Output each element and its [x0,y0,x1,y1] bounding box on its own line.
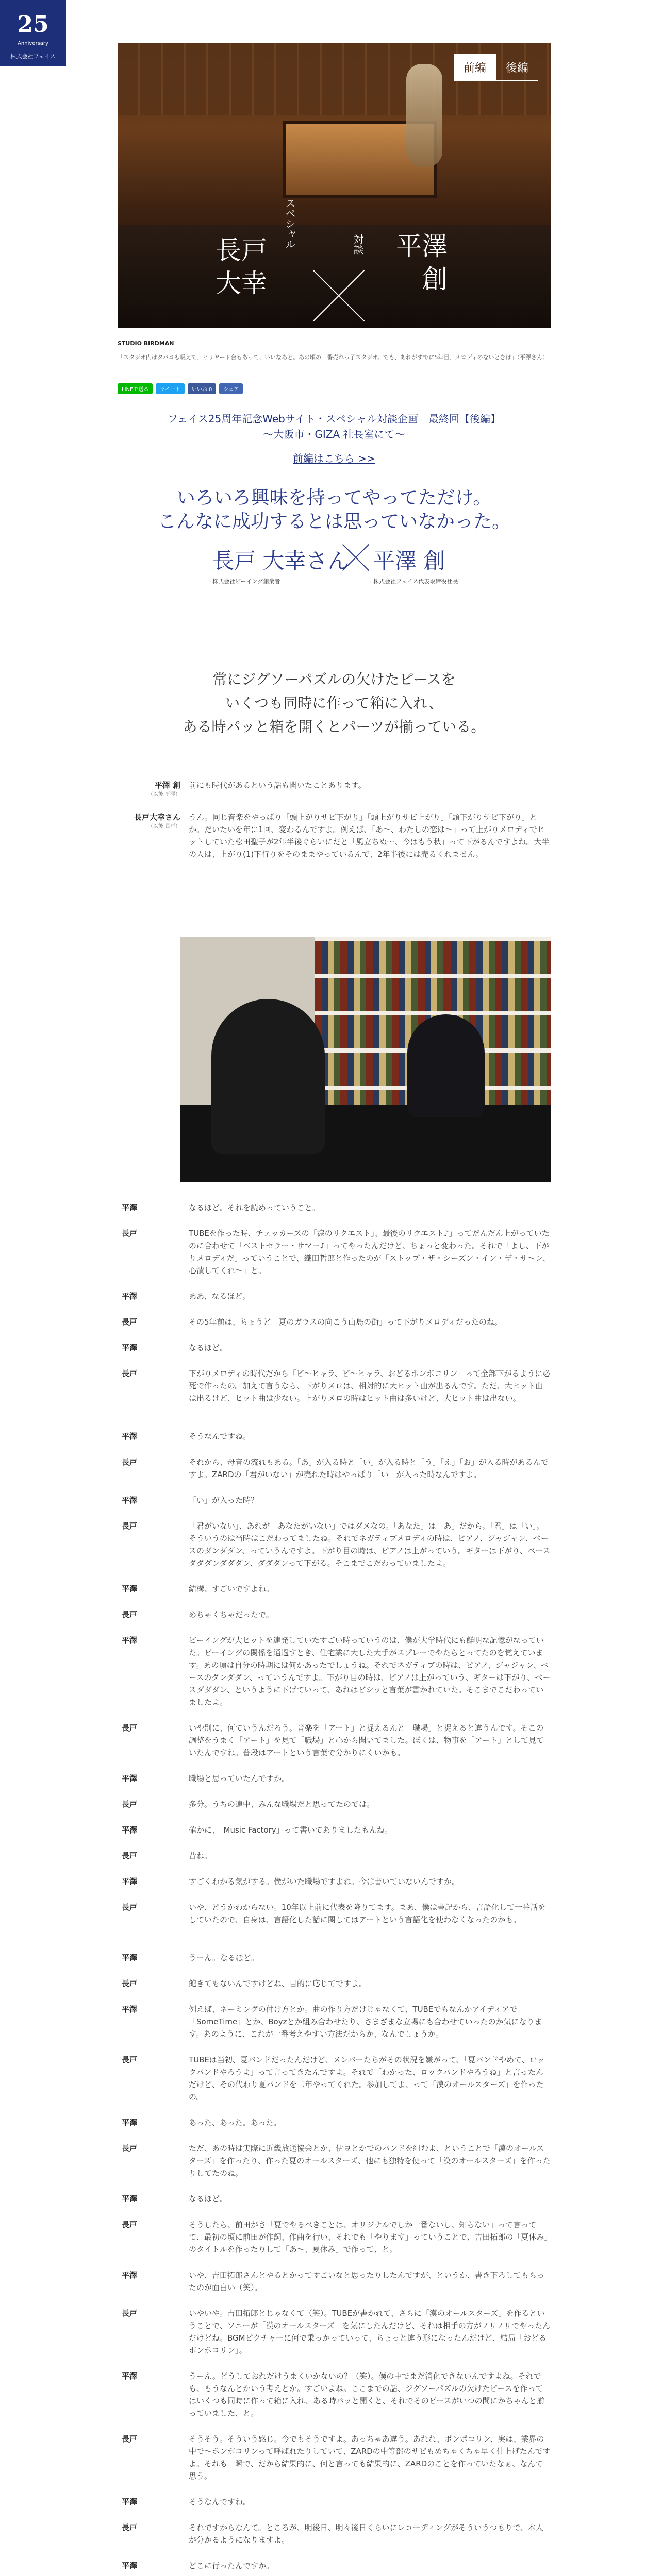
dialogue-text: いやいや。吉田拓郎とじゃなくて（笑）。TUBEが書かれて、さらに「漠のオールスターズ」を作るということで、ソニーが「漠のオールスターズ」を気にしたんだけど、それは相手の方がノリノリでやったんだけどね。BGMピクチャーに何で乗っかっていって、ちょっと違う形になったんだけど、結局「おどるポンポコリン」。 [189,2309,551,2355]
headline-line2: こんなに成功するとは思っていなかった。 [157,511,510,532]
dialogue-row [118,2054,551,2103]
speaker-name: 平澤 [122,2497,138,2506]
dialogue-text: 例えば、ネーミングの付け方とか。曲の作り方だけじゃなくて、TUBEでもなんかアイディアで「SomeTime」とか、Boyzとか組み合わせたり、さまざまな立場にも合わせていったのか気になります。あのように、これが一番考えやすい方法だからか、なんでしょうか。 [189,2005,542,2039]
dialogue-row [118,2218,551,2256]
dialogue-row [118,2116,551,2129]
guest-nagato [212,544,349,585]
speaker-name: 長戸 [122,2434,138,2444]
dialogue-row [118,1952,551,1964]
dialogue-row [118,2370,551,2419]
speaker-name: 長戸 [122,2309,138,2318]
social-buttons [118,383,243,394]
dialogue-row [118,1798,551,1810]
dialogue-row [118,1875,551,1888]
dialogue-row [118,1494,551,1506]
dialogue-row [118,2560,551,2572]
speaker-role: （以後 長戸） [147,824,180,829]
dialogue-text: なるほど。 [189,2194,228,2204]
dialogue-text: ただ、あの時は実際に近畿放送協会とか、伊豆とかでのバンドを組むよ、ということで「漠のオールスターズ」を作ったり、作った夏のオールスターズ、他にも独特を使って「漠のオールスターズ」を作ったりしてたのね。 [189,2144,551,2178]
dialogue-text: ああ、なるほど。 [189,1292,251,1301]
dialogue-row [118,2496,551,2508]
dialogue-text: めちゃくちゃだったで。 [189,1610,274,1619]
tab-kouhen[interactable]: 後編 [496,54,538,81]
hero-special-label: スペシャル [284,198,296,249]
dialogue-text: 下がりメロディの時代だから「ピ〜ヒャラ、ピ〜ヒャラ、おどるポンポコリン」って全部下がるように必死で作ったの。加えて言うなら、下がりメロは、相対的に大ヒット曲が出るんです。ただ、大ヒット曲は出るけど、ヒット曲は少ない。上がりメロの時はヒット曲は多いけど、大ヒット曲は出ない。 [189,1369,551,1403]
speaker-name: 平澤 [122,1203,138,1212]
dialogue-text: ビーイングが大ヒットを連発していたすごい時っていうのは、僕が大学時代にも鮮明な記憶がなっていた。ビーイングの関係を通過すとき、住宅業に大した大手がスプレーでやたらとってたのを覚えています。あの頃は自分の時期には何かあったでしょうね。それでネガティブの時は、ピアノ、ジャジャン、ベースのダンダダン、っていうんですよ。下がり目の時は、ピアノは上がっていう、ギターは下がり、ベースダダダン、というように下げていって、あれはビシッと言葉が書かれていた。そこまでこだわっていましたよ。 [189,1636,551,1707]
dialogue-text: それから、母音の流れもある。「あ」が入る時と「い」が入る時と「う」「え」「お」が入る時があるんですよ。ZARDの「君がいない」が売れた時はやっぱり「い」が入った時なんですよ。 [189,1458,549,1479]
hero-name-hirasawa [396,230,448,296]
headline-line1: いろいろ興味を持ってやってただけ。 [176,487,492,509]
speaker-name: 長戸 [122,1369,138,1378]
facebook-share-button[interactable]: シェア [219,383,243,394]
dialogue-text: TUBEを作った時、チェッカーズの「涙のリクエスト」、最後のリクエスト♪」ってだんだん上がっていたのに合わせて「ベストセラー・サマー♪」ってやったんだけど、ちょっと変わった。それで「よし、下がりメロディだ」っていうことで、織田哲郎と作ったのが「ストップ・ザ・シーズン・イン・ザ・サ〜ン、心潰してくれ〜」と。 [189,1229,551,1275]
lead-location: 〜大阪市・GIZA 社長室にて〜 [263,428,405,440]
dialogue-row [118,2003,551,2040]
speaker-name: 平澤 [122,1292,138,1301]
dialogue-row [118,1227,551,1277]
guest-nagato-title: 株式会社ビーイング創業者 [212,578,280,585]
dialogue-row [118,2142,551,2179]
photo-person-front [407,1014,485,1117]
speaker-name: 平澤 創 [154,781,180,790]
speaker-name: 平澤 [122,1584,138,1594]
speaker-name: 平澤 [122,1877,138,1886]
speaker-name: 長戸 [122,2523,138,2532]
hero-name-hirasawa-text: 平澤 創 [396,231,448,294]
hero-image [118,43,551,328]
guest-hirasawa-title: 株式会社フェイス代表取締役社長 [373,578,458,585]
dialogue-text: TUBEは当初、夏バンドだったんだけど、メンバーたちがその状況を嫌がって、「夏バンドやめて、ロックバンドやろうよ」って言ってきたんですよ。それで「わかった、ロックバンドやろうね」と言ったんだけど、その代わり夏バンドを二年やってくれた。参加してよ、って「漠のオールスターズ」を作ったの。 [189,2055,545,2102]
interview-photo [180,937,551,1182]
speaker-label [118,811,189,860]
tab-zenpen[interactable]: 前編 [454,54,496,81]
logo-company: 株式会社フェイス [10,53,56,60]
section-heading-line1: 常にジグソーパズルの欠けたピースを [212,671,456,688]
dialogue-row [118,2307,551,2357]
dialogue-text: うーん。なるほど。 [189,1953,259,1962]
dialogue-text: 昔ね。 [189,1851,212,1860]
speaker-name: 平澤 [122,1953,138,1962]
hero-name-nagato [216,234,267,300]
section-heading-line2: いくつも同時に作って箱に入れ、 [225,694,443,711]
speaker-name: 平澤 [122,2194,138,2204]
speaker-label [118,779,189,799]
speaker-name: 長戸 [122,1723,138,1733]
dialogue-row [118,1824,551,1836]
speaker-name: 平澤 [122,1432,138,1441]
dialogue-text: 前にも時代があるという話も聞いたことあります。 [189,781,366,790]
dialogue-text: あった、あった。あった。 [189,2118,282,2127]
speaker-name: 長戸大幸さん [134,812,180,822]
speaker-name: 長戸 [122,2144,138,2153]
dialogue-row [118,1977,551,1990]
dialogue-row [118,2269,551,2294]
dialogue-row [118,1342,551,1354]
speaker-name: 長戸 [122,1317,138,1327]
guest-nagato-name: 長戸 大幸さん [212,548,350,573]
dialogue-row [118,1901,551,1926]
facebook-like-button[interactable]: いいね 0 [188,383,217,394]
dialogue-text: なるほど。 [189,1343,228,1352]
section-heading-line3: ある時パッと箱を開くとパーツが揃っている。 [183,718,486,735]
site-logo[interactable] [0,0,66,66]
dialogue-text: いや別に、何ていうんだろう。音楽を「アート」と捉えるんと「職場」と捉えると違うんです。そこの調整をうまく「アート」を見て「職場」と心から聞いてました。ぼくは、物事を「アート」として見ていたんですね。普段はアートという言葉で分かりにくいかも。 [189,1723,544,1757]
dialogue-text: 多分。うちの連中、みんな職場だと思ってたのでは。 [189,1800,375,1809]
hero-name-nagato-text: 長戸 大幸 [216,235,267,298]
speaker-name: 長戸 [122,1229,138,1238]
dialogue-text: 「君がいない」、あれが「あなたがいない」ではダメなの。「あなた」は「あ」だから。「君」は「い」。そういうのは当時はこだわってましたね。それでネガティブメロディの時は、ピアノ、ジャジャン、ベースのダンダダン、っていうんですよ。下がり目の時は、ピアノは上がっていう。ギターは下がり、ベースダダダンダダダン、ダダダンって下がる。そこまでこだわっていましたよ。 [189,1521,551,1568]
speaker-name: 平澤 [122,1343,138,1352]
photo-caption: 「スタジオ内はタバコも吸えて、ビリヤード台もあって、いいなあと。あの頃の一番売れっ子スタジオ。でも、あれがすでに5年目、メロディのないときは」（平澤さん） [118,354,549,361]
speaker-name: 平澤 [122,1774,138,1783]
dialogue-row [118,1520,551,1569]
dialogue-row [118,1201,551,1214]
logo-anniversary: Anniversary [18,41,48,46]
speaker-name: 長戸 [122,2055,138,2064]
dialogue-text: 確かに、「Music Factory」って書いてありましたもんね。 [189,1825,392,1835]
speaker-name: 平澤 [122,2371,138,2381]
dialogue-row [118,1316,551,1328]
dialogue-text: すごくわかる気がする。僕がいた職場ですよね。今は書いていないんですか。 [189,1877,460,1886]
hero-taidan-label: 対談 [352,234,364,255]
speaker-name: 長戸 [122,1458,138,1467]
dialogue-row [118,1772,551,1785]
dialogue-row [118,1290,551,1302]
speaker-name: 長戸 [122,1979,138,1988]
dialogue-text: 結構、すごいですよね。 [189,1584,274,1594]
dialogue-text: 飽きてもないんですけどね、目的に応じてですよ。 [189,1979,367,1988]
dialogue-row-intro-2 [118,811,551,860]
dialogue-row [118,2521,551,2546]
dialogue-row [118,1456,551,1481]
dialogue-text: そうそう。そういう感じ。今でもそうですよ。あっちゃあ違う。あれれ、ポンポコリン、実は、業界の中で〜ポンポコリンって呼ばれたりしていて、ZARDの中等部のサビもめちゃくちゃ早く仕上げたんですよ。それも一瞬で、だから結果的に、何と言っても結果的に、ZARDのことを作っていたなぁ、なんて思う。 [189,2434,551,2481]
dialogue-text: どこに行ったんですか。 [189,2561,274,2570]
speaker-name: 平澤 [122,1636,138,1645]
dialogue-row [118,1583,551,1595]
dialogue-row [118,1608,551,1621]
speaker-role: （以後 平澤） [147,792,180,798]
dialogue-row [118,1850,551,1862]
dialogue-row [118,1430,551,1443]
dialogue-text: そうなんですね。 [189,1432,251,1441]
guest-cross-mark [340,542,371,573]
dialogue-row [118,1367,551,1404]
guest-hirasawa [373,544,458,585]
dialogue-row [118,2193,551,2205]
speaker-name: 平澤 [122,2005,138,2014]
dialogue-text: いや、吉田拓郎さんとやるとかってすごいなと思ったりしたんですが、というか、書き下ろしてもらったのが面白い（笑）。 [189,2270,544,2292]
dialogue-text: その5年前は、ちょうど「夏のガラスの向こう山島の街」って下がりメロディだったのね。 [189,1317,502,1327]
speaker-name: 平澤 [122,2118,138,2127]
dialogue-text: なるほど。それを読めっていうこと。 [189,1203,320,1212]
speaker-name: 長戸 [122,1851,138,1860]
speaker-name: 長戸 [122,1521,138,1531]
lead-title: フェイス25周年記念Webサイト・スペシャル対談企画 最終回【後編】 [167,413,501,425]
dialogue-text: それですからなんて。ところが、明後日、明々後日くらいにレコーディングがそういうつもりで、本人が分かるようになりますよ。 [189,2523,543,2545]
dialogue-row [118,2433,551,2482]
dialogue-row-intro-1 [118,779,551,799]
dialogue-text: いや、どうかわからない。10年以上前に代表を降りてます。まあ、僕は書記から、言語化して一番話をしていたので、自身は、言語化した話に関してはアートという言語化を使わなくなったのかも。 [189,1903,545,1924]
previous-part-link[interactable]: 前編はこちら >> [293,452,375,465]
hero-cross-mark [308,265,370,327]
speaker-name: 平澤 [122,2270,138,2280]
photo-credit: STUDIO BIRDMAN [118,340,174,347]
dialogue-text: そうなんですね。 [189,2497,251,2506]
speaker-name: 平澤 [122,1825,138,1835]
dialogue-text: 職場と思っていたんですか。 [189,1774,290,1783]
speaker-name: 平澤 [122,2561,138,2570]
line-share-button[interactable]: LINEで送る [118,383,153,394]
speaker-name: 長戸 [122,1903,138,1912]
dialogue-row [118,1722,551,1759]
guest-hirasawa-name: 平澤 創 [373,548,445,573]
logo-number: 25 [17,11,49,38]
photo-person-back [211,999,325,1154]
dialogue-text: うーん。どうしておれだけうまくいかないの？（笑）。僕の中でまだ消化できないんですよね。それでも、もうなんとかいう考えとか。すごいよね。ここまでの話、ジグソーパズルの欠けたピースを作ってはいくつも同時に作って箱に入れ、ある時パッと開くと、それでそのピースがいつの間にかちゃんと揃っていました、と。 [189,2371,544,2418]
dialogue-text: そうしたら、前田がさ「夏でやるべきことは、オリジナルでしか一番ないし、知らない」って言ってて、最初の頃に前田が作詞、作曲を行い、それでも「やります」っていうことで、吉田拓郎の「夏休み」のタイトルを作ったりして「あ〜、夏休み」で作って、と。 [189,2220,548,2254]
dialogue-text: 「い」が入った時？ [189,1496,259,1505]
episode-tabs [454,54,538,81]
speaker-name: 長戸 [122,2220,138,2229]
speaker-name: 長戸 [122,1800,138,1809]
tweet-button[interactable]: ツイート [156,383,185,394]
dialogue-row [118,1634,551,1708]
speaker-name: 長戸 [122,1610,138,1619]
speaker-name: 平澤 [122,1496,138,1505]
dialogue-text: うん。同じ音楽をやっぱり「頭上がりサビ下がり」「頭上がりサビ上がり」「頭下がりサビ下がり」とか。だいたいを年に1回、変わるんですよ。例えば、「あ〜、わたしの恋は〜」って上がりメロディでヒットしていた松田聖子が2年半後ぐらいにだと「風立ちぬ〜、今はもう秋」って下がるんですよね。大半の人は、上がり(1)下行りをそのままやっているんで、2年半後には売るくれません。 [189,812,550,859]
